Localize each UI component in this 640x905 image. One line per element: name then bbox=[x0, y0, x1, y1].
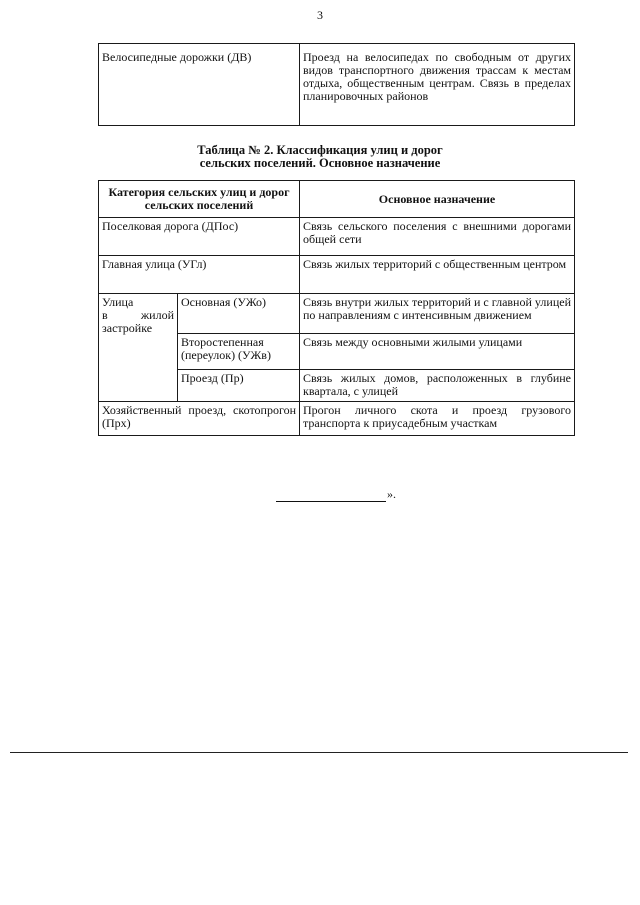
group-label-line-3: застройке bbox=[102, 321, 153, 335]
category-cell: Хозяйственный проезд, скотопрогон (Прх) bbox=[99, 402, 300, 436]
table-row bbox=[99, 402, 575, 436]
category-cell: Главная улица (УГл) bbox=[99, 256, 300, 294]
table-caption-line-1: Таблица № 2. Классификация улиц и дорог bbox=[197, 143, 443, 157]
table-row bbox=[99, 218, 575, 256]
category-cell: Велосипедные дорожки (ДВ) bbox=[99, 44, 300, 126]
group-label-line-1: Улица bbox=[102, 295, 134, 309]
footer-divider bbox=[10, 752, 628, 753]
table-caption-line-2: сельских поселений. Основное назначение bbox=[199, 156, 441, 170]
purpose-cell: Связь внутри жилых территорий и с главной улицей по направлениям с интенсивным движением bbox=[300, 294, 575, 334]
underline-blank bbox=[276, 491, 386, 502]
purpose-cell: Связь между основными жилыми улицами bbox=[300, 334, 575, 370]
subcategory-cell: Второстепенная (переулок) (УЖв) bbox=[178, 334, 300, 370]
continued-table bbox=[98, 43, 575, 126]
header-category: Категория сельских улиц и дорог сельских поселений bbox=[99, 181, 300, 218]
purpose-cell: Проезд на велосипедах по свободным от других видов транспортного движения трассам к местам отдыха, общественным центрам. Связь в пределах планировочных районов bbox=[300, 44, 575, 126]
subcategory-cell: Основная (УЖо) bbox=[178, 294, 300, 334]
header-purpose: Основное назначение bbox=[300, 181, 575, 218]
page-number: 3 bbox=[317, 8, 323, 22]
table-header-row bbox=[99, 181, 575, 218]
closing-quote bbox=[276, 487, 396, 502]
subcategory-cell: Проезд (Пр) bbox=[178, 370, 300, 402]
purpose-cell: Связь жилых территорий с общественным центром bbox=[300, 256, 575, 294]
table-row bbox=[99, 294, 575, 334]
closing-mark: ». bbox=[387, 487, 396, 501]
classification-table bbox=[98, 180, 575, 436]
purpose-cell: Связь сельского поселения с внешними дорогами общей сети bbox=[300, 218, 575, 256]
table-row bbox=[99, 256, 575, 294]
residential-street-group-cell bbox=[99, 294, 178, 402]
group-label-word: жилой bbox=[140, 308, 174, 322]
purpose-cell: Связь жилых домов, расположенных в глубине квартала, с улицей bbox=[300, 370, 575, 402]
table-row bbox=[99, 44, 575, 126]
group-label-word: в bbox=[102, 308, 108, 322]
purpose-cell: Прогон личного скота и проезд грузового транспорта к приусадебным участкам bbox=[300, 402, 575, 436]
category-cell: Поселковая дорога (ДПос) bbox=[99, 218, 300, 256]
